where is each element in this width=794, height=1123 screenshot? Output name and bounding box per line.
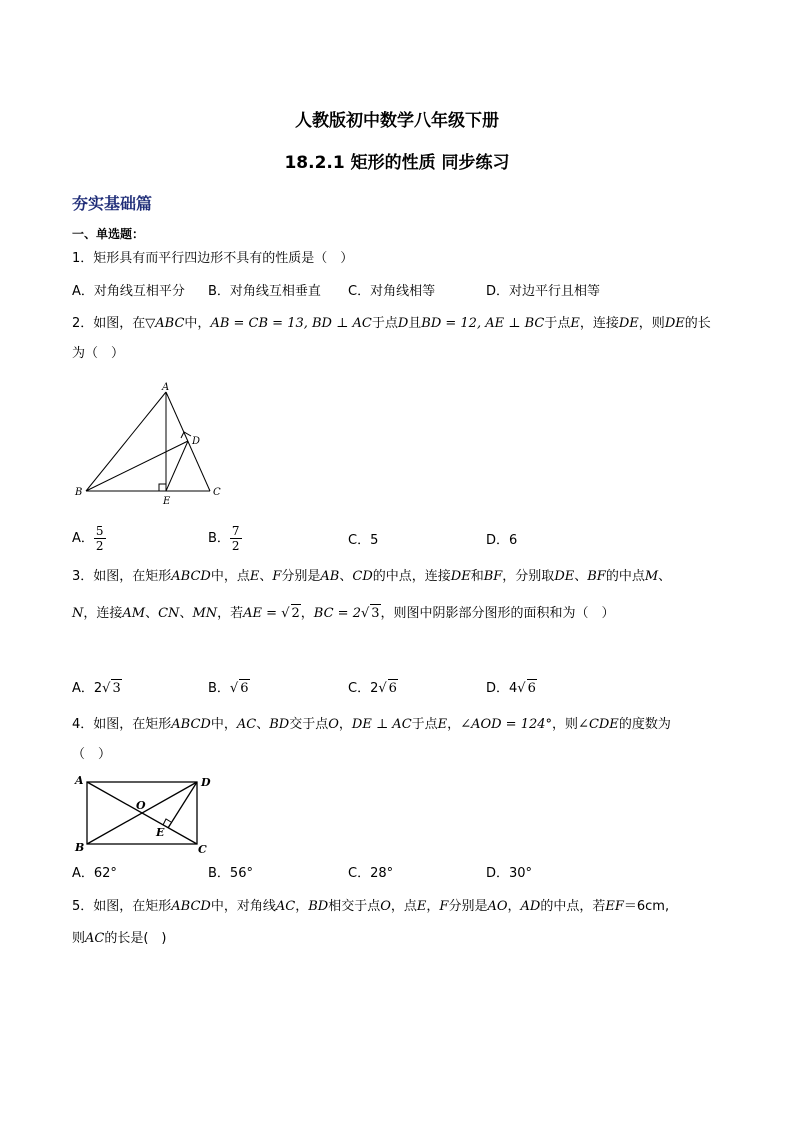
q4-option-d: D．30° [486,866,533,881]
section-heading: 夯实基础篇 [72,194,153,213]
q4-option-c: C．28° [348,866,394,881]
q2-stem-line1: 2．如图，在▽ABC中，AB = CB = 13, BD ⊥ AC于点D且BD = 12, AE ⊥ BC于点E，连接DE，则DE的长 [72,316,711,331]
q4-stem-line1: 4．如图，在矩形ABCD中，AC、BD交于点O，DE ⊥ AC于点E，∠AOD = 124°，则∠CDE的度数为 [72,717,671,732]
q4-label-o: O [136,799,146,812]
q2-stem-line2: 为（ ） [72,346,125,361]
q2-segment-ab [86,392,166,491]
q2-label-a: A [162,382,170,393]
q2-option-b: B． $\frac{7}{2}$ [208,524,240,553]
q3-option-d: D．4√ 6 [486,681,536,696]
q4-segment-de [168,782,197,828]
q2-option-d: D．6 [486,533,518,548]
q3-option-a: A．2√ 3 [72,681,121,696]
page-title: 人教版初中数学八年级下册 [295,111,499,131]
q3-option-b: B．√ 6 [208,681,249,696]
q2-label-d: D [192,436,201,447]
q2-label-c: C [213,487,221,498]
q1-option-b: B．对角线互相垂直 [208,284,321,299]
q2-option-a: A． $\frac{5}{2}$ [72,524,104,553]
q3-stem-line1: 3．如图，在矩形ABCD中，点E、F分别是AB、CD的中点，连接DE和BF，分别取DE、BF的中点M、 [72,569,672,584]
q4-stem-line2: （ ） [72,747,112,762]
q4-label-c: C [198,843,207,856]
q2-label-b: B [75,487,83,498]
q4-option-a: A．62° [72,866,117,881]
q1-option-c: C．对角线相等 [348,284,436,299]
q2-right-angle-e [159,484,166,491]
q2-option-c: C．5 [348,533,379,548]
q2-segment-bd [86,441,188,491]
q1-stem: 1．矩形具有而平行四边形不具有的性质是（ ） [72,251,354,266]
q4-label-a: A [75,774,84,787]
q2-figure [70,378,230,508]
q4-label-e: E [156,826,165,839]
q2-segment-de [166,441,188,491]
q5-stem-line2: 则AC的长是( ) [72,931,167,946]
page-subtitle: 18.2.1 矩形的性质 同步练习 [284,153,510,173]
q4-label-d: D [201,776,211,789]
q4-figure [70,772,220,858]
q4-option-b: B．56° [208,866,253,881]
q1-option-d: D．对边平行且相等 [486,284,601,299]
q3-option-c: C．2√ 6 [348,681,397,696]
q5-stem-line1: 5．如图，在矩形ABCD中，对角线AC，BD相交于点O，点E，F分别是AO，AD的中点，若EF＝6cm, [72,899,670,914]
q4-label-b: B [75,841,85,854]
part-heading: 一、单选题： [72,227,145,241]
q1-option-a: A．对角线互相平分 [72,284,185,299]
q2-label-e: E [163,496,171,507]
q3-stem-line2: N，连接AM、CN、MN，若AE = √ 2，BC = 2√ 3，则图中阴影部分图形的面积和为（ ） [72,606,615,621]
